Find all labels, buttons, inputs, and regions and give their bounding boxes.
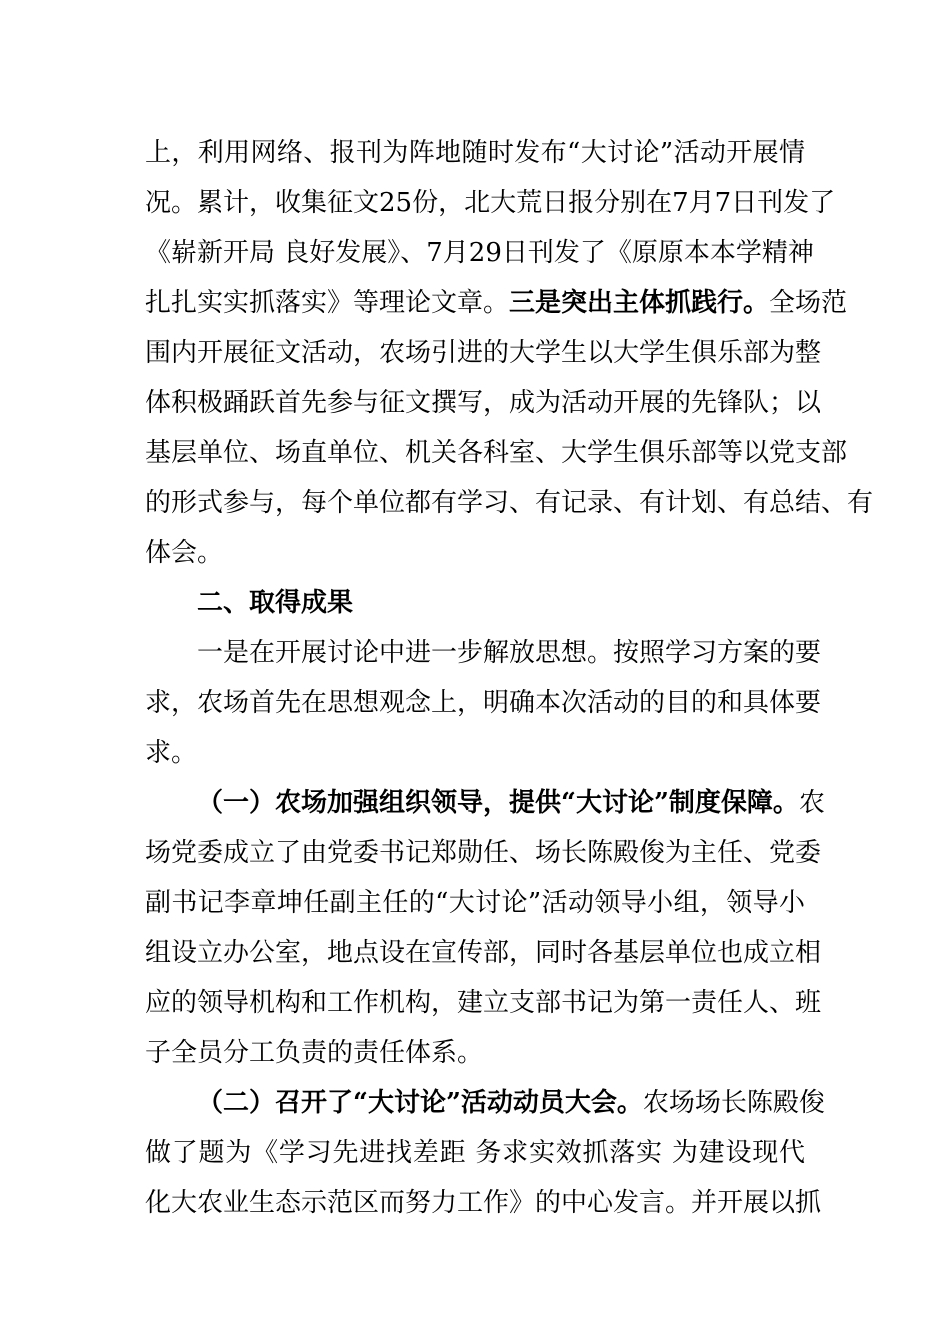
- text-segment: 场党委成立了由党委书记郑勋任、场长陈殿俊为主任、党委: [145, 838, 822, 868]
- paragraph-line: [145, 283, 848, 323]
- paragraph-line: [145, 983, 822, 1023]
- paragraph-line: [145, 183, 836, 223]
- paragraph-line: [145, 333, 822, 373]
- paragraph-line: [197, 633, 822, 673]
- text-segment: 求，农场首先在思想观念上，明确本次活动的目的和具体要: [145, 688, 822, 718]
- bold-heading-segment: （一）农场加强组织领导，提供“大讨论”制度保障。: [197, 788, 799, 818]
- paragraph-line: [145, 433, 848, 473]
- text-segment: 组设立办公室，地点设在宣传部，同时各基层单位也成立相: [145, 938, 822, 968]
- paragraph-line: [145, 1033, 805, 1073]
- paragraph-line: [145, 1133, 805, 1173]
- section-heading-text: 二、取得成果: [197, 588, 354, 618]
- text-segment: 围内开展征文活动，农场引进的大学生以大学生俱乐部为整: [145, 338, 822, 368]
- paragraph-line: [145, 133, 805, 173]
- text-segment: 农: [798, 788, 825, 818]
- paragraph-line: [145, 383, 822, 423]
- text-segment: 体会。: [145, 538, 224, 568]
- section-heading: [197, 583, 805, 623]
- paragraph-line: [145, 233, 814, 273]
- text-segment: 上，利用网络、报刊为阵地随时发布“大讨论”活动开展情: [145, 138, 805, 168]
- text-segment: 基层单位、场直单位、机关各科室、大学生俱乐部等以党支部: [145, 438, 848, 468]
- paragraph-line: [145, 483, 874, 523]
- text-segment: 农场场长陈殿俊: [642, 1088, 825, 1118]
- text-segment: 一是在开展讨论中进一步解放思想。按照学习方案的要: [197, 638, 822, 668]
- bold-heading-segment: 三是突出主体抓践行。: [509, 288, 770, 318]
- text-segment: 扎扎实实抓落实》等理论文章。: [145, 288, 510, 318]
- text-segment: 体积极踊跃首先参与征文撰写，成为活动开展的先锋队；以: [145, 388, 822, 418]
- text-segment: 况。累计，收集征文25份，北大荒日报分别在7月7日刊发了: [145, 188, 836, 218]
- paragraph-line: [145, 533, 805, 573]
- paragraph-line: [197, 783, 825, 823]
- bold-heading-segment: （二）召开了“大讨论”活动动员大会。: [197, 1088, 643, 1118]
- paragraph-line: [197, 1083, 825, 1123]
- paragraph-line: [145, 733, 805, 773]
- paragraph-line: [145, 833, 822, 873]
- paragraph-line: [145, 933, 822, 973]
- text-segment: 的形式参与，每个单位都有学习、有记录、有计划、有总结、有: [145, 488, 874, 518]
- text-segment: 做了题为《学习先进找差距 务求实效抓落实 为建设现代: [145, 1138, 805, 1168]
- text-segment: 应的领导机构和工作机构，建立支部书记为第一责任人、班: [145, 988, 822, 1018]
- text-segment: 化大农业生态示范区而努力工作》的中心发言。并开展以抓: [145, 1188, 822, 1218]
- text-segment: 《崭新开局 良好发展》、7月29日刊发了《原原本本学精神: [145, 238, 814, 268]
- paragraph-line: [145, 1183, 822, 1223]
- text-segment: 全场范: [769, 288, 848, 318]
- text-segment: 子全员分工负责的责任体系。: [145, 1038, 484, 1068]
- text-segment: 副书记李章坤任副主任的“大讨论”活动领导小组，领导小: [145, 888, 805, 918]
- paragraph-line: [145, 683, 822, 723]
- paragraph-line: [145, 883, 805, 923]
- text-segment: 求。: [145, 738, 198, 768]
